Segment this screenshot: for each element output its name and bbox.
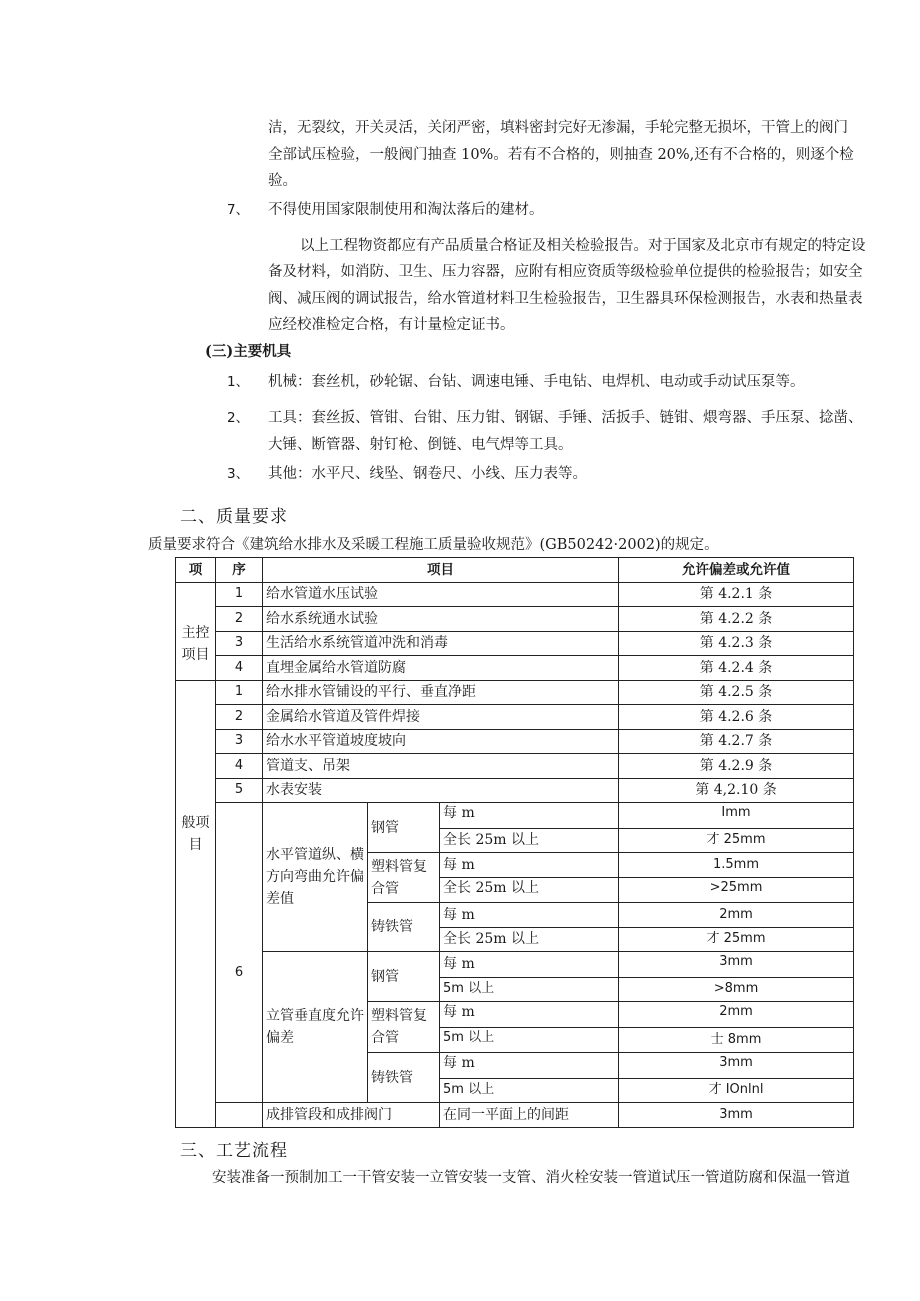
main-control-label: 主控项目 <box>176 582 216 680</box>
row-value: 第 4.2.4 条 <box>619 656 854 681</box>
value-cell: 才 IOnlnl <box>619 1078 854 1103</box>
row-item: 给水排水管铺设的平行、垂直净距 <box>263 680 619 705</box>
section-2-heading: 二、质量要求 <box>180 507 288 527</box>
material-cell: 钢管 <box>368 803 440 853</box>
tools-heading: (三)主要机具 <box>205 343 292 360</box>
row-seq: 2 <box>216 705 263 730</box>
tool-2-text-line-1: 工具：套丝扳、管钳、台钳、压力钳、钢锯、手锤、活扳手、链钳、煨弯器、手压泵、捻凿、 <box>268 410 863 426</box>
table-row <box>176 778 854 803</box>
row-item: 管道支、吊架 <box>263 754 619 779</box>
row-item: 给水管道水压试验 <box>263 582 619 607</box>
table-row <box>176 582 854 607</box>
quality-table <box>175 557 854 1128</box>
value-cell: Imm <box>619 803 854 829</box>
row-seq: 1 <box>216 680 263 705</box>
tool-2-text-line-2: 大锤、断管器、射钉枪、倒链、电气焊等工具。 <box>268 437 573 453</box>
general-items-label: 般项目 <box>176 680 216 1127</box>
table-row <box>176 803 854 829</box>
materials-paragraph-line-4: 应经校准检定合格，有计量检定证书。 <box>268 317 515 333</box>
value-cell: 3mm <box>619 1053 854 1079</box>
condition-cell: 5m 以上 <box>440 1027 619 1053</box>
row-value: 第 4,2.10 条 <box>619 778 854 803</box>
material-cell: 塑料管复合管 <box>368 853 440 903</box>
table-row <box>176 631 854 656</box>
row-item: 给水系统通水试验 <box>263 607 619 632</box>
row-seq: 5 <box>216 778 263 803</box>
vertical-deviation-label: 立管垂直度允许偏差 <box>263 952 368 1103</box>
tool-1-number: 1、 <box>227 374 250 390</box>
row-item: 直埋金属给水管道防腐 <box>263 656 619 681</box>
row-value: 第 4.2.7 条 <box>619 729 854 754</box>
row-seq: 1 <box>216 582 263 607</box>
table-row <box>176 952 854 978</box>
value-cell: 才 25mm <box>619 828 854 853</box>
intro-line-2: 全部试压检验，一般阀门抽查 10%。若有不合格的，则抽查 20%,还有不合格的，则逐个检 <box>268 147 854 163</box>
row-item: 给水水平管道坡度坡向 <box>263 729 619 754</box>
value-cell: 3mm <box>619 1103 854 1128</box>
quality-description: 质量要求符合《建筑给水排水及采暖工程施工质量验收规范》(GB50242·2002)的规定。 <box>148 537 719 553</box>
condition-cell: 全长 25m 以上 <box>440 828 619 853</box>
value-cell: >8mm <box>619 977 854 1002</box>
table-row <box>176 729 854 754</box>
table-header-row <box>176 558 854 583</box>
table-row <box>176 705 854 730</box>
table-row <box>176 1103 854 1128</box>
material-cell: 钢管 <box>368 952 440 1002</box>
row-item: 金属给水管道及管件焊接 <box>263 705 619 730</box>
value-cell: 士 8mm <box>619 1027 854 1053</box>
header-sequence: 序 <box>216 558 263 583</box>
table-row <box>176 680 854 705</box>
condition-cell: 每 m <box>440 1002 619 1028</box>
horizontal-deviation-label: 水平管道纵、横方向弯曲允许偏差值 <box>263 803 368 952</box>
tool-3-number: 3、 <box>227 466 250 482</box>
row-seq: 2 <box>216 607 263 632</box>
table-row <box>176 607 854 632</box>
row-item: 成排管段和成排阀门 <box>263 1103 440 1128</box>
condition-cell: 每 m <box>440 952 619 978</box>
table-row <box>176 754 854 779</box>
row-item: 水表安装 <box>263 778 619 803</box>
condition-cell: 全长 25m 以上 <box>440 927 619 952</box>
section-3-heading: 三、工艺流程 <box>180 1141 288 1161</box>
row-seq: 4 <box>216 656 263 681</box>
materials-paragraph-line-3: 阀、减压阀的调试报告，给水管道材料卫生检验报告，卫生器具环保检测报告，水表和热量表 <box>268 291 863 307</box>
row-value: 第 4.2.6 条 <box>619 705 854 730</box>
row-seq: 3 <box>216 729 263 754</box>
value-cell: 2mm <box>619 903 854 928</box>
header-allowed-value: 允许偏差或允许值 <box>619 558 854 583</box>
value-cell: 2mm <box>619 1002 854 1028</box>
materials-paragraph-line-1: 以上工程物资都应有产品质量合格证及相关检验报告。对于国家及北京市有规定的特定设 <box>300 238 866 254</box>
material-cell: 铸铁管 <box>368 1053 440 1103</box>
row-seq-empty <box>216 1103 263 1128</box>
row-value: 第 4.2.9 条 <box>619 754 854 779</box>
tool-3-text: 其他：水平尺、线坠、钢卷尺、小线、压力表等。 <box>268 466 587 482</box>
material-cell: 塑料管复合管 <box>368 1002 440 1053</box>
condition-cell: 每 m <box>440 903 619 928</box>
material-cell: 铸铁管 <box>368 903 440 952</box>
condition-cell: 每 m <box>440 803 619 829</box>
condition-cell: 5m 以上 <box>440 977 619 1002</box>
row-value: 第 4.2.3 条 <box>619 631 854 656</box>
intro-line-1: 洁，无裂纹，开关灵活，关闭严密，填料密封完好无渗漏，手轮完整无损坏，干管上的阀门 <box>268 120 848 136</box>
row-seq: 4 <box>216 754 263 779</box>
materials-paragraph-line-2: 备及材料，如消防、卫生、压力容器，应附有相应资质等级检验单位提供的检验报告；如安全 <box>268 264 863 280</box>
condition-cell: 每 m <box>440 1053 619 1079</box>
value-cell: 才 25mm <box>619 927 854 952</box>
condition-cell: 在同一平面上的间距 <box>440 1103 619 1128</box>
intro-line-3: 验。 <box>268 173 297 189</box>
item-7-number: 7、 <box>227 202 250 218</box>
value-cell: >25mm <box>619 877 854 903</box>
row-value: 第 4.2.1 条 <box>619 582 854 607</box>
condition-cell: 5m 以上 <box>440 1078 619 1103</box>
tool-2-number: 2、 <box>227 410 250 426</box>
value-cell: 3mm <box>619 952 854 978</box>
process-flow-text: 安装准备一预制加工一干管安装一立管安装一支管、消火栓安装一管道试压一管道防腐和保温一管道 <box>212 1170 850 1186</box>
table-row <box>176 656 854 681</box>
value-cell: 1.5mm <box>619 853 854 878</box>
condition-cell: 全长 25m 以上 <box>440 877 619 903</box>
header-category: 项 <box>176 558 216 583</box>
row-seq: 3 <box>216 631 263 656</box>
row-value: 第 4.2.5 条 <box>619 680 854 705</box>
row-seq-6: 6 <box>216 803 263 1103</box>
row-value: 第 4.2.2 条 <box>619 607 854 632</box>
item-7-text: 不得使用国家限制使用和淘汰落后的建材。 <box>268 202 544 218</box>
tool-1-text: 机械：套丝机，砂轮锯、台钻、调速电锤、手电钻、电焊机、电动或手动试压泵等。 <box>268 374 805 390</box>
header-item: 项目 <box>263 558 619 583</box>
condition-cell: 每 m <box>440 853 619 878</box>
row-item: 生活给水系统管道冲洗和消毒 <box>263 631 619 656</box>
